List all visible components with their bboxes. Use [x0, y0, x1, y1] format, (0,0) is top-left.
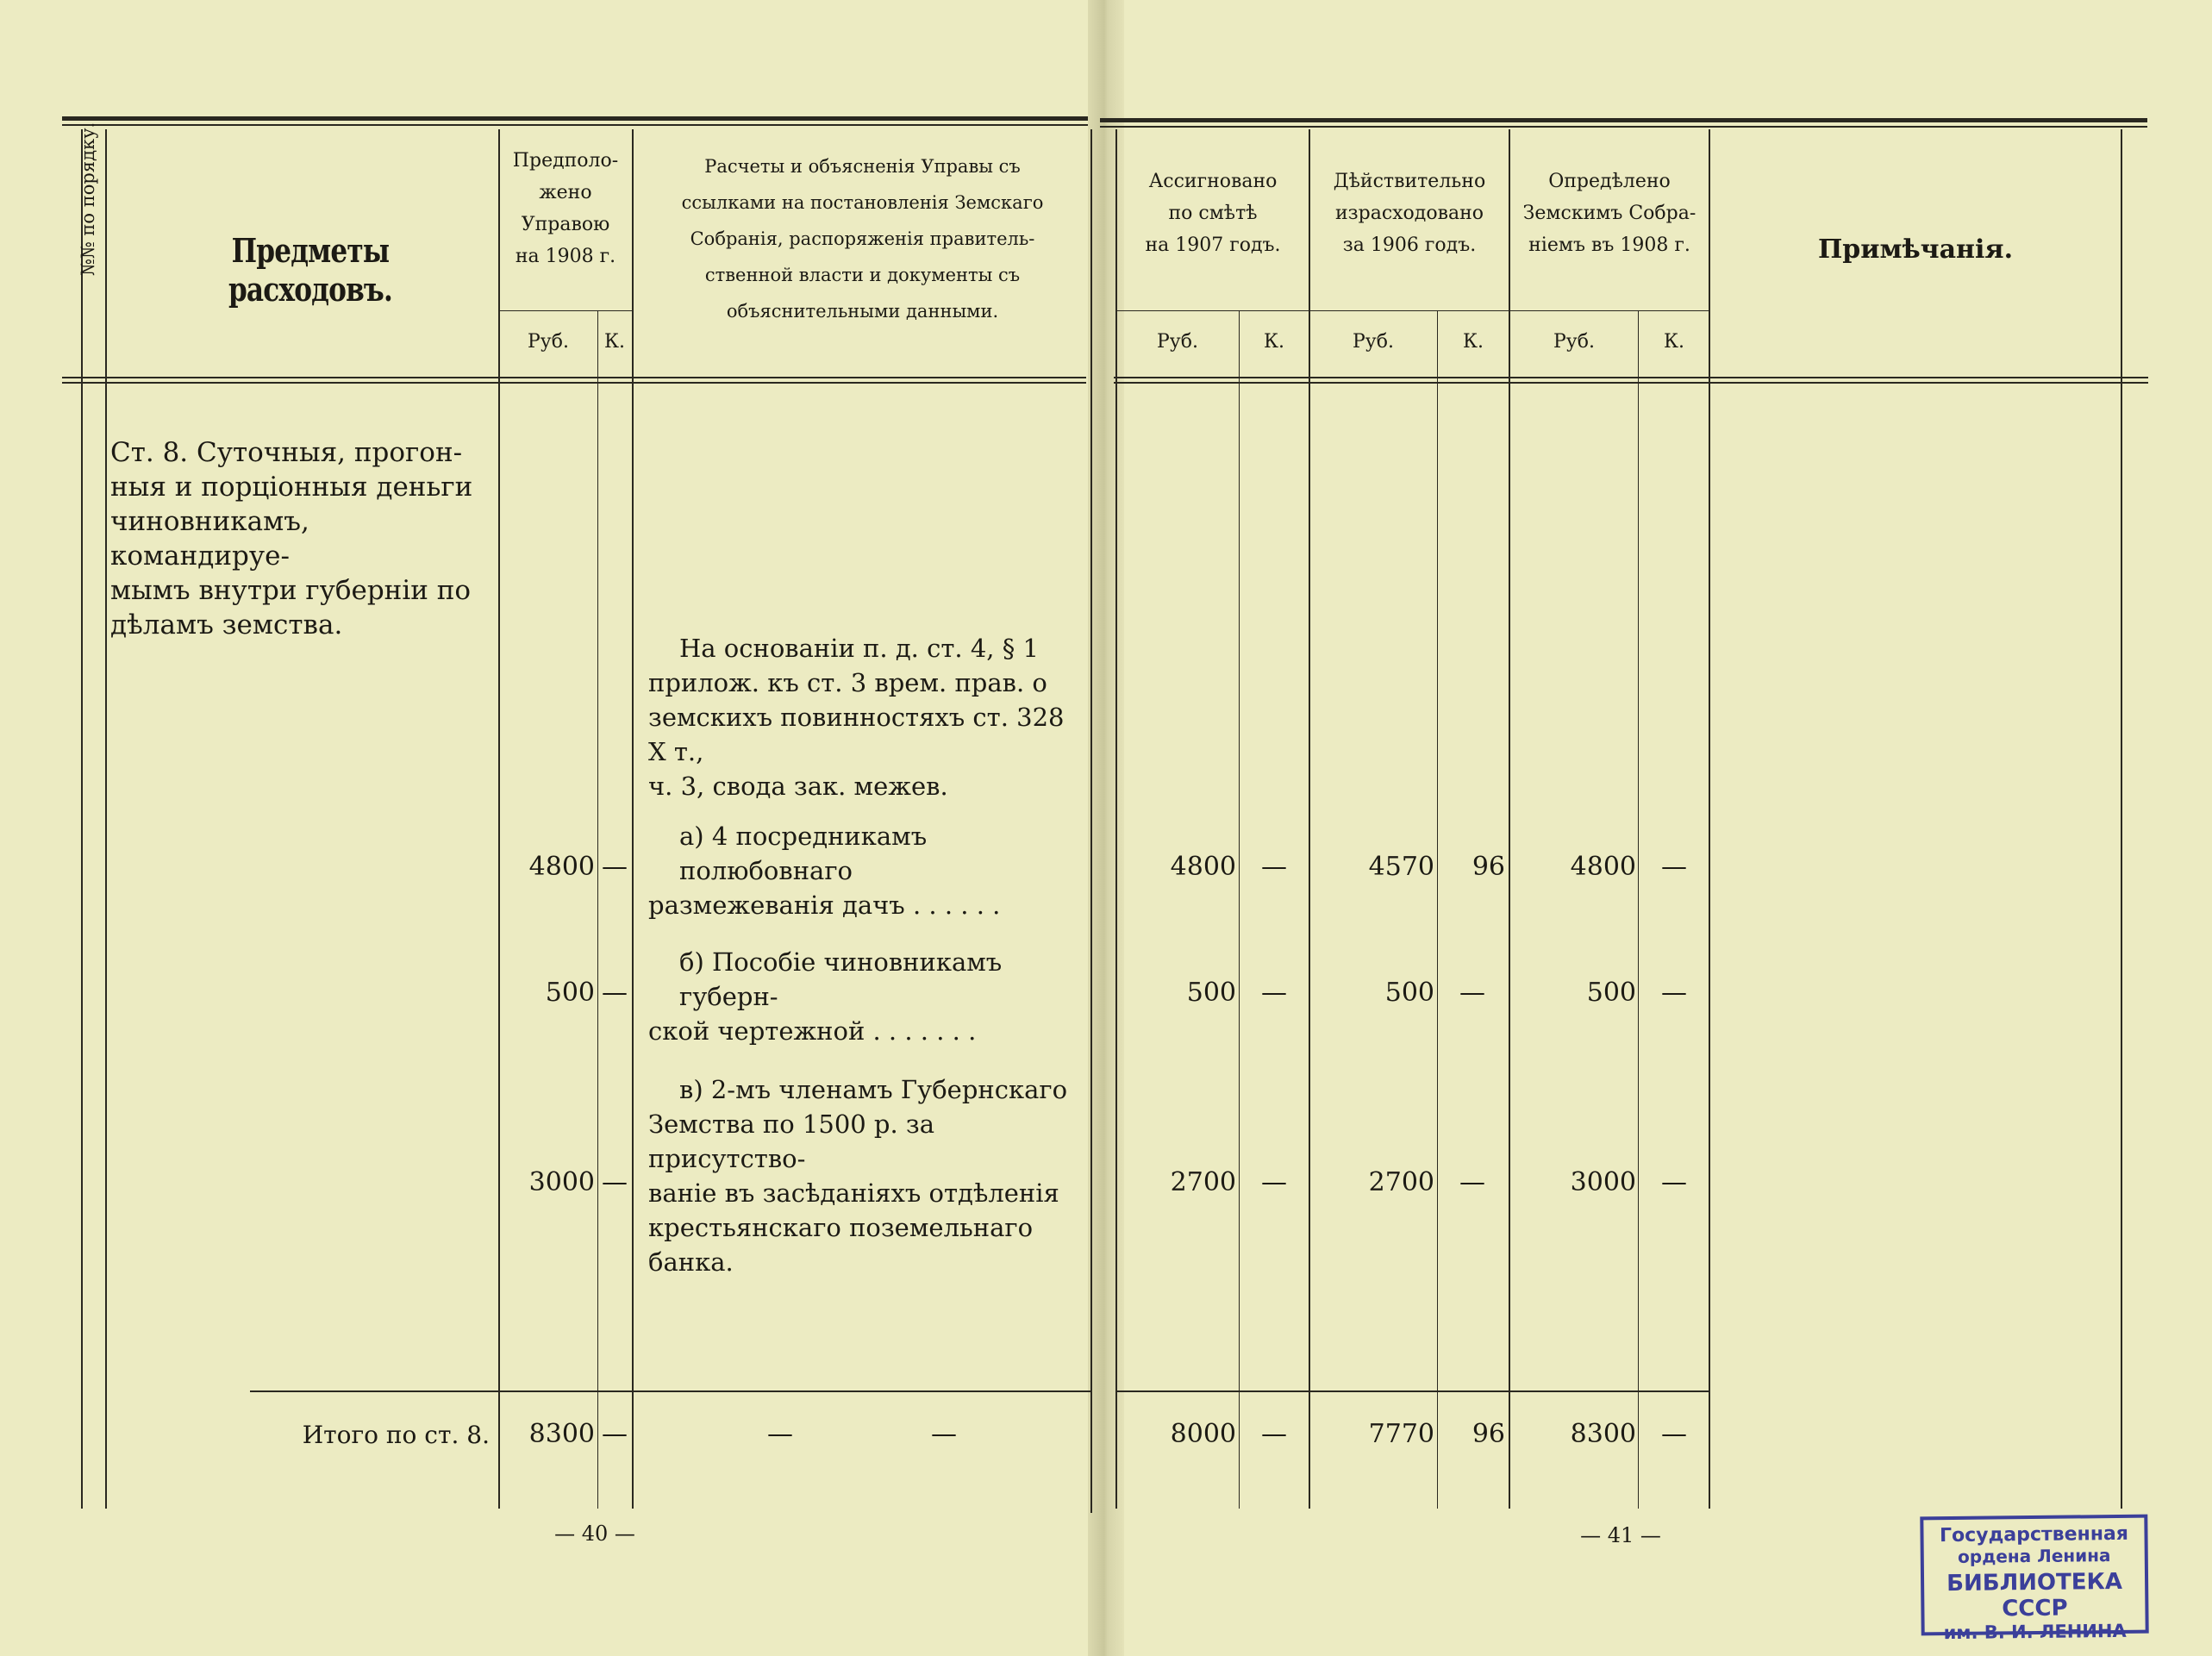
col-header-assigned: [1117, 166, 1309, 261]
total-proposed-kop: —: [602, 1419, 628, 1449]
total-defined-rub: 8300: [1570, 1419, 1636, 1449]
page-number-left: — 40 —: [554, 1522, 635, 1546]
total-spent-rub: 7770: [1368, 1419, 1434, 1449]
row-v-text-l4: крестьянскаго поземельнаго банка.: [648, 1213, 1034, 1277]
col-sub-proposed-kop: К.: [603, 331, 626, 353]
row-a-defined-rub: 4800: [1570, 852, 1636, 882]
col-header-item: [169, 231, 452, 309]
article-title-l3: чиновникамъ, командируе-: [110, 506, 309, 572]
row-v-spent-kop: —: [1459, 1167, 1485, 1197]
col-header-defined: [1510, 166, 1709, 261]
row-v-defined-kop: —: [1661, 1167, 1687, 1197]
col-header-calculations: [636, 148, 1089, 329]
col-header-proposed-l4: на 1908 г.: [515, 246, 616, 267]
row-b-text-l1: б) Пособіе чиновникамъ губерн-: [679, 947, 1003, 1011]
row-b-assigned-kop: —: [1261, 978, 1287, 1008]
col-header-proposed-l1: Предполо-: [512, 150, 619, 172]
col-header-defined-l3: ніемъ въ 1908 г.: [1528, 234, 1690, 256]
col-header-defined-l1: Опредѣлено: [1548, 171, 1671, 192]
row-a-text-l1: а) 4 посредникамъ полюбовнаго: [679, 822, 928, 885]
library-stamp: [1920, 1515, 2148, 1644]
basis-text: [648, 631, 1084, 803]
article-title-l2: ныя и порціонныя деньги: [110, 472, 473, 503]
row-a-assigned-kop: —: [1261, 852, 1287, 882]
total-spent-kop: 96: [1472, 1419, 1505, 1449]
row-b-proposed-kop: —: [602, 978, 628, 1008]
article-title: [110, 435, 494, 642]
col-sub-proposed-rub: Руб.: [528, 331, 569, 353]
col-header-calc-l3: Собранія, распоряженія правитель-: [690, 228, 1035, 249]
total-calc-dash-1: —: [767, 1419, 793, 1449]
row-b-defined-rub: 500: [1586, 978, 1636, 1008]
row-v-spent-rub: 2700: [1368, 1167, 1434, 1197]
col-header-calc-l2: ссылками на постановленія Земскаго: [681, 192, 1044, 213]
row-b-text: [648, 945, 1084, 1048]
col-header-calc-l4: ственной власти и документы съ: [704, 265, 1021, 285]
col-sub-defined-kop: К.: [1663, 331, 1685, 353]
basis-text-l2: прилож. къ ст. 3 врем. прав. о: [648, 668, 1047, 697]
row-b-assigned-rub: 500: [1186, 978, 1236, 1008]
article-title-l1: Ст. 8. Суточныя, прогон-: [110, 437, 463, 468]
col-sub-defined-rub: Руб.: [1553, 331, 1595, 353]
col-header-assigned-l2: по смѣтѣ: [1168, 203, 1258, 224]
basis-text-l3: земскихъ повинностяхъ ст. 328 X т.,: [648, 703, 1065, 766]
row-v-proposed-rub: 3000: [528, 1167, 595, 1197]
row-b-spent-kop: —: [1459, 978, 1485, 1008]
row-v-text-l3: ваніе въ засѣданіяхъ отдѣленія: [648, 1178, 1059, 1208]
row-a-assigned-rub: 4800: [1170, 852, 1236, 882]
row-v-text-l1: в) 2-мъ членамъ Губернскаго: [679, 1075, 1068, 1104]
stamp-line-2: ордена Ленина: [1957, 1545, 2111, 1567]
row-b-text-l2: ской чертежной . . . . . . .: [648, 1016, 977, 1046]
col-header-spent-l1: Дѣйствительно: [1333, 171, 1486, 192]
col-sub-spent-kop: К.: [1462, 331, 1484, 353]
total-calc-dash-2: —: [931, 1419, 957, 1449]
col-header-spent-l2: израсходовано: [1334, 203, 1484, 224]
stamp-line-1: Государственная: [1939, 1522, 2129, 1547]
stamp-line-3: БИБЛИОТЕКА СССР: [1946, 1568, 2123, 1622]
article-title-l5: дѣламъ земства.: [110, 609, 343, 641]
col-header-assigned-l1: Ассигновано: [1148, 171, 1278, 192]
col-header-calc-l1: Расчеты и объясненія Управы съ: [704, 156, 1021, 177]
col-header-proposed: [500, 145, 631, 272]
col-sub-assigned-rub: Руб.: [1157, 331, 1198, 353]
stamp-line-4: им. В. И. ЛЕНИНА: [1943, 1620, 2127, 1644]
row-a-text-l2: размежеванія дачъ . . . . . .: [648, 890, 1001, 920]
col-header-notes: Примѣчанія.: [1817, 234, 2014, 265]
col-header-number: [78, 122, 112, 276]
row-b-proposed-rub: 500: [545, 978, 595, 1008]
col-header-number-text: №№ по порядку.: [78, 122, 98, 276]
total-label: Итого по ст. 8.: [302, 1421, 490, 1449]
row-v-proposed-kop: —: [602, 1167, 628, 1197]
row-a-proposed-rub: 4800: [528, 852, 595, 882]
col-header-assigned-l3: на 1907 годъ.: [1145, 234, 1281, 256]
col-header-defined-l2: Земскимъ Собра-: [1522, 203, 1696, 224]
col-sub-assigned-kop: К.: [1263, 331, 1285, 353]
col-header-proposed-l3: Управою: [521, 214, 610, 235]
total-assigned-rub: 8000: [1170, 1419, 1236, 1449]
total-defined-kop: —: [1661, 1419, 1687, 1449]
row-a-spent-rub: 4570: [1368, 852, 1434, 882]
total-proposed-rub: 8300: [528, 1419, 595, 1449]
row-v-text-l2: Земства по 1500 р. за присутство-: [648, 1109, 935, 1173]
row-v-text: [648, 1072, 1084, 1279]
col-header-calc-l5: объяснительными данными.: [726, 301, 999, 322]
col-header-spent: [1310, 166, 1509, 261]
row-v-assigned-rub: 2700: [1170, 1167, 1236, 1197]
row-v-assigned-kop: —: [1261, 1167, 1287, 1197]
row-a-spent-kop: 96: [1472, 852, 1505, 882]
total-assigned-kop: —: [1261, 1419, 1287, 1449]
row-a-text: [648, 819, 1084, 922]
row-a-defined-kop: —: [1661, 852, 1687, 882]
article-title-l4: мымъ внутри губерніи по: [110, 575, 472, 606]
row-b-spent-rub: 500: [1384, 978, 1434, 1008]
col-header-item-text: Предметы расходовъ.: [228, 231, 393, 309]
basis-text-l4: ч. 3, свода зак. межев.: [648, 772, 948, 801]
basis-text-l1: На основаніи п. д. ст. 4, § 1: [679, 634, 1039, 663]
col-sub-spent-rub: Руб.: [1353, 331, 1394, 353]
col-header-proposed-l2: жено: [539, 182, 592, 203]
row-v-defined-rub: 3000: [1570, 1167, 1636, 1197]
col-header-spent-l3: за 1906 годъ.: [1342, 234, 1477, 256]
row-b-defined-kop: —: [1661, 978, 1687, 1008]
page-number-right: — 41 —: [1580, 1523, 1661, 1547]
row-a-proposed-kop: —: [602, 852, 628, 882]
